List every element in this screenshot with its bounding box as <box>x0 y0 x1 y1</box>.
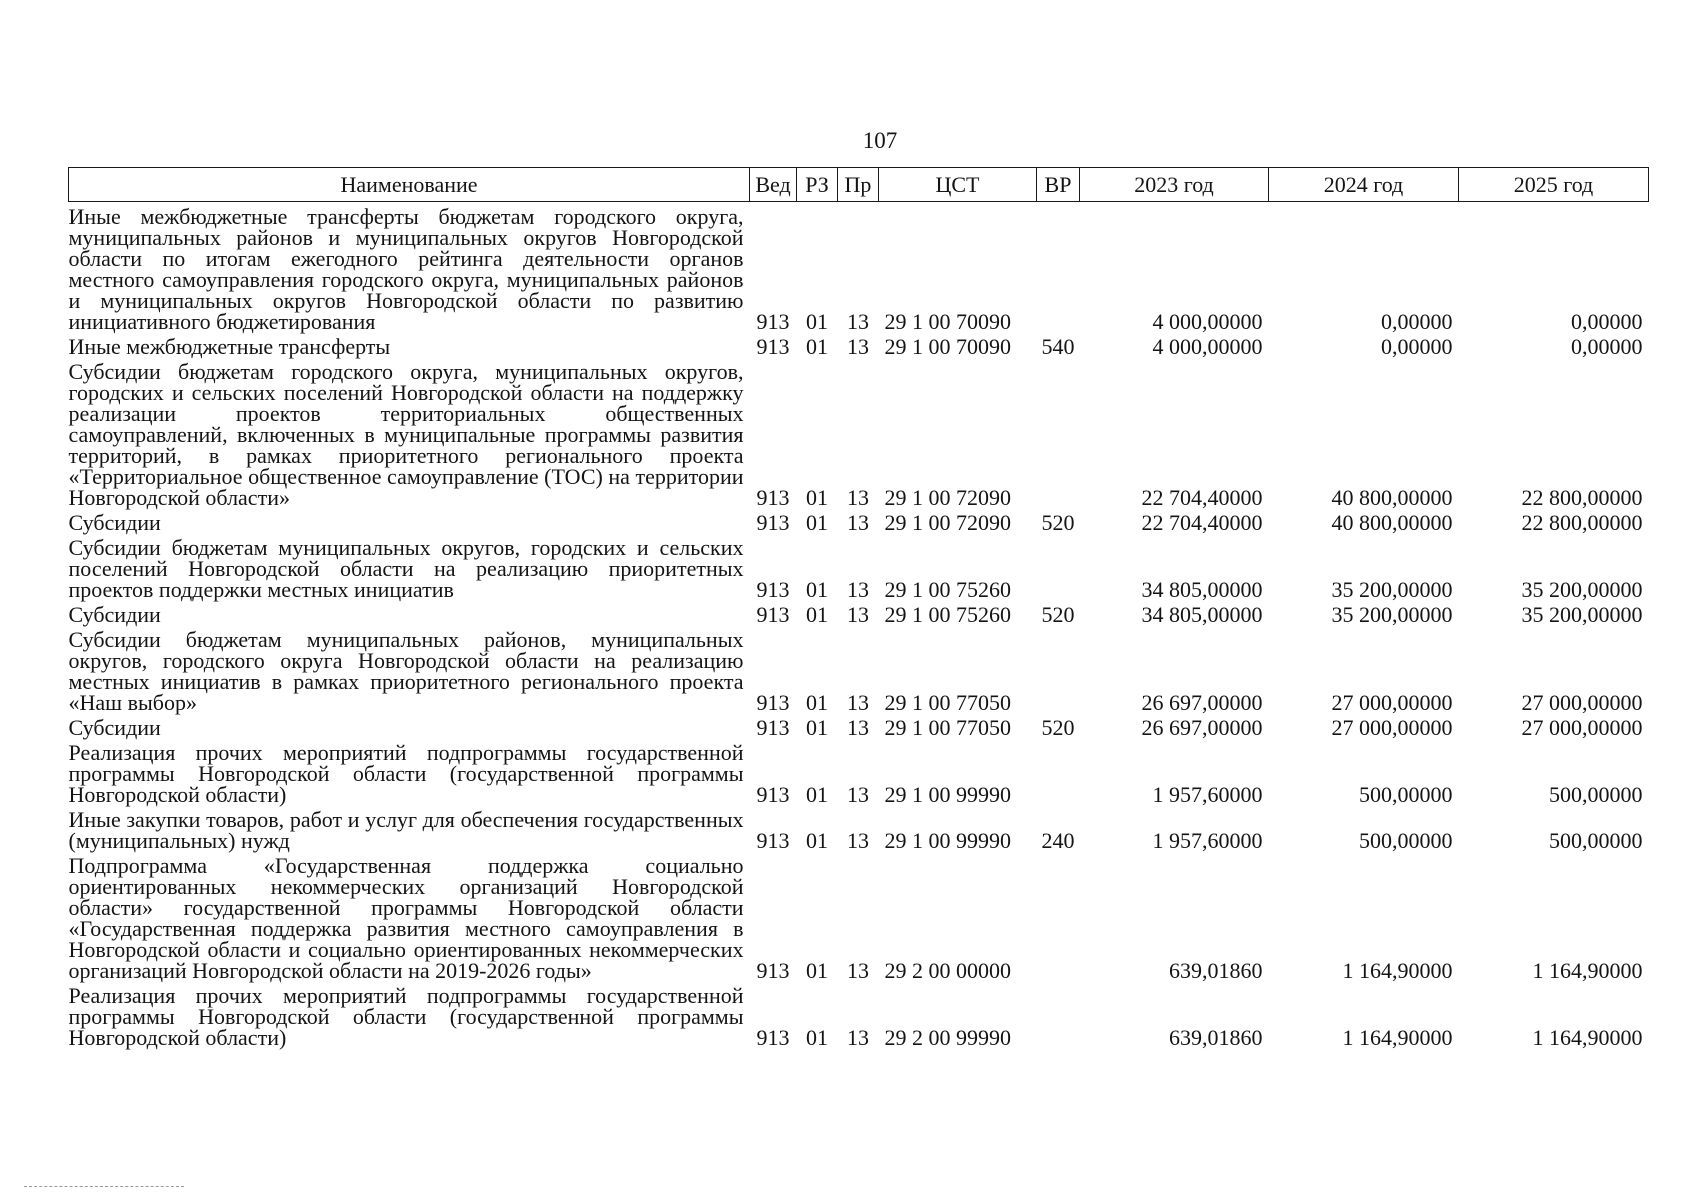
cell-2025: 35 200,00000 <box>1521 577 1643 602</box>
cell-vr <box>1037 535 1080 602</box>
cell-pr: 13 <box>847 958 869 983</box>
table-row <box>69 602 1649 627</box>
cell-2023: 26 697,00000 <box>1141 715 1263 740</box>
cell-pr: 13 <box>847 602 869 627</box>
cell-2023: 26 697,00000 <box>1141 690 1263 715</box>
cell-2024: 500,00000 <box>1359 782 1453 807</box>
cell-2024: 27 000,00000 <box>1331 715 1453 740</box>
cell-2025: 35 200,00000 <box>1521 602 1643 627</box>
cell-name: Иные межбюджетные трансферты бюджетам городского округа, муниципальных районов и муниципальных округов Новгородской области по итогам ежегодного рейтинга деятельности органов местного самоуправления городского округа, муниципальных районов и муниципальных округов Новгородской области по развитию инициативного бюджетирования <box>68 204 744 334</box>
cell-2023: 4 000,00000 <box>1152 334 1263 359</box>
table-row <box>69 740 1649 807</box>
cell-cst: 29 2 00 00000 <box>884 958 1011 983</box>
cell-name: Субсидии <box>68 510 161 535</box>
cell-rz: 01 <box>806 334 828 359</box>
cell-ved: 913 <box>756 602 790 627</box>
cell-ved: 913 <box>756 334 790 359</box>
cell-pr: 13 <box>847 690 869 715</box>
cell-cst: 29 1 00 99990 <box>884 828 1011 853</box>
table-row <box>69 853 1649 983</box>
cell-pr: 13 <box>847 828 869 853</box>
cell-name: Иные межбюджетные трансферты <box>68 334 391 359</box>
cell-vr: 240 <box>1041 828 1075 853</box>
cell-ved: 913 <box>756 485 790 510</box>
cell-2023: 639,01860 <box>1169 1025 1263 1050</box>
cell-2023: 4 000,00000 <box>1152 309 1263 334</box>
table-row <box>69 510 1649 535</box>
cell-rz: 01 <box>806 577 828 602</box>
cell-rz: 01 <box>806 1025 828 1050</box>
cell-2023: 1 957,60000 <box>1152 782 1263 807</box>
header-2024: 2024 год <box>1269 168 1459 202</box>
cell-rz: 01 <box>806 958 828 983</box>
table-header <box>69 168 1649 202</box>
cell-2025: 0,00000 <box>1571 309 1643 334</box>
cell-2024: 1 164,90000 <box>1342 958 1453 983</box>
cell-cst: 29 1 00 99990 <box>884 782 1011 807</box>
page-number: 107 <box>862 128 898 153</box>
cell-ved: 913 <box>756 510 790 535</box>
cell-vr: 520 <box>1041 715 1075 740</box>
header-vr: ВР <box>1037 168 1080 202</box>
cell-cst: 29 1 00 75260 <box>884 602 1011 627</box>
cell-pr: 13 <box>847 510 869 535</box>
cell-2024: 500,00000 <box>1359 828 1453 853</box>
cell-cst: 29 1 00 75260 <box>884 577 1011 602</box>
cell-2025: 22 800,00000 <box>1521 510 1643 535</box>
cell-2024: 40 800,00000 <box>1331 485 1453 510</box>
cell-rz: 01 <box>806 510 828 535</box>
cell-rz: 01 <box>806 485 828 510</box>
cell-pr: 13 <box>847 577 869 602</box>
table-row <box>69 202 1649 335</box>
cell-rz: 01 <box>806 309 828 334</box>
cell-vr <box>1037 359 1080 510</box>
table-row <box>69 627 1649 715</box>
header-pr: Пр <box>838 168 879 202</box>
cell-name: Субсидии бюджетам муниципальных районов, муниципальных округов, городского округа Новгородской области на реализацию местных инициатив в рамках приоритетного регионального проекта «Наш выбор» <box>68 627 744 715</box>
cell-ved: 913 <box>756 828 790 853</box>
cell-2025: 0,00000 <box>1571 334 1643 359</box>
cell-cst: 29 1 00 70090 <box>884 334 1011 359</box>
cell-ved: 913 <box>756 1025 790 1050</box>
cell-pr: 13 <box>847 485 869 510</box>
cell-cst: 29 1 00 77050 <box>884 690 1011 715</box>
cell-2023: 639,01860 <box>1169 958 1263 983</box>
cell-rz: 01 <box>806 828 828 853</box>
cell-cst: 29 1 00 77050 <box>884 715 1011 740</box>
cell-2023: 22 704,40000 <box>1141 510 1263 535</box>
cell-2024: 0,00000 <box>1381 334 1453 359</box>
cell-pr: 13 <box>847 1025 869 1050</box>
footer-rule <box>24 1186 184 1187</box>
cell-2024: 35 200,00000 <box>1331 602 1453 627</box>
cell-2025: 27 000,00000 <box>1521 715 1643 740</box>
cell-ved: 913 <box>756 782 790 807</box>
cell-cst: 29 1 00 70090 <box>884 309 1011 334</box>
table-row <box>69 334 1649 359</box>
cell-rz: 01 <box>806 782 828 807</box>
cell-pr: 13 <box>847 782 869 807</box>
cell-name: Реализация прочих мероприятий подпрограммы государственной программы Новгородской области (государственной программы Новгородской области) <box>68 740 744 807</box>
cell-2023: 34 805,00000 <box>1141 602 1263 627</box>
cell-pr: 13 <box>847 334 869 359</box>
cell-vr: 520 <box>1041 602 1075 627</box>
table-row <box>69 535 1649 602</box>
cell-2024: 27 000,00000 <box>1331 690 1453 715</box>
cell-vr: 520 <box>1041 510 1075 535</box>
cell-vr <box>1037 202 1080 335</box>
cell-cst: 29 1 00 72090 <box>884 485 1011 510</box>
cell-name: Субсидии бюджетам городского округа, муниципальных округов, городских и сельских поселений Новгородской области на поддержку реализации проектов территориальных общественных самоуправлений, включенных в муниципальные программы развития территорий, в рамках приоритетного регионального проекта «Территориальное общественное самоуправление (ТОС) на территории Новгородской области» <box>68 359 744 510</box>
cell-vr <box>1037 740 1080 807</box>
cell-2025: 22 800,00000 <box>1521 485 1643 510</box>
cell-rz: 01 <box>806 715 828 740</box>
cell-2024: 1 164,90000 <box>1342 1025 1453 1050</box>
cell-vr <box>1037 627 1080 715</box>
table-row <box>69 983 1649 1050</box>
header-2025: 2025 год <box>1459 168 1649 202</box>
cell-name: Субсидии <box>68 602 161 627</box>
cell-rz: 01 <box>806 690 828 715</box>
cell-name: Субсидии <box>68 715 161 740</box>
header-cst: ЦСТ <box>879 168 1037 202</box>
cell-cst: 29 1 00 72090 <box>884 510 1011 535</box>
cell-ved: 913 <box>756 958 790 983</box>
cell-2025: 500,00000 <box>1549 828 1643 853</box>
table-row <box>69 359 1649 510</box>
header-2023: 2023 год <box>1080 168 1269 202</box>
cell-cst: 29 2 00 99990 <box>884 1025 1011 1050</box>
cell-vr <box>1037 983 1080 1050</box>
header-row <box>69 168 1649 202</box>
budget-table <box>68 167 1649 1050</box>
cell-2025: 1 164,90000 <box>1532 958 1643 983</box>
header-ved: Вед <box>750 168 797 202</box>
cell-vr <box>1037 853 1080 983</box>
cell-2024: 35 200,00000 <box>1331 577 1453 602</box>
cell-ved: 913 <box>756 309 790 334</box>
cell-name: Подпрограмма «Государственная поддержка социально ориентированных некоммерческих организаций Новгородской области» государственной программы Новгородской области «Государственная поддержка развития местного самоуправления в Новгородской области и социально ориентированных некоммерческих организаций Новгородской области на 2019-2026 годы» <box>68 853 744 983</box>
cell-rz: 01 <box>806 602 828 627</box>
table-row <box>69 807 1649 853</box>
cell-vr: 540 <box>1041 334 1075 359</box>
header-rz: РЗ <box>797 168 838 202</box>
cell-ved: 913 <box>756 577 790 602</box>
cell-2025: 1 164,90000 <box>1532 1025 1643 1050</box>
header-name: Наименование <box>69 168 750 202</box>
cell-2023: 34 805,00000 <box>1141 577 1263 602</box>
table-row <box>69 715 1649 740</box>
cell-2024: 0,00000 <box>1381 309 1453 334</box>
cell-pr: 13 <box>847 309 869 334</box>
table-body <box>69 202 1649 1051</box>
cell-pr: 13 <box>847 715 869 740</box>
cell-ved: 913 <box>756 690 790 715</box>
cell-2025: 500,00000 <box>1549 782 1643 807</box>
cell-name: Иные закупки товаров, работ и услуг для обеспечения государственных (муниципальных) нужд <box>68 807 744 853</box>
cell-2023: 22 704,40000 <box>1141 485 1263 510</box>
cell-name: Субсидии бюджетам муниципальных округов, городских и сельских поселений Новгородской области на реализацию приоритетных проектов поддержки местных инициатив <box>68 535 744 602</box>
cell-2024: 40 800,00000 <box>1331 510 1453 535</box>
cell-2023: 1 957,60000 <box>1152 828 1263 853</box>
cell-ved: 913 <box>756 715 790 740</box>
cell-name: Реализация прочих мероприятий подпрограммы государственной программы Новгородской области (государственной программы Новгородской области) <box>68 983 744 1050</box>
cell-2025: 27 000,00000 <box>1521 690 1643 715</box>
